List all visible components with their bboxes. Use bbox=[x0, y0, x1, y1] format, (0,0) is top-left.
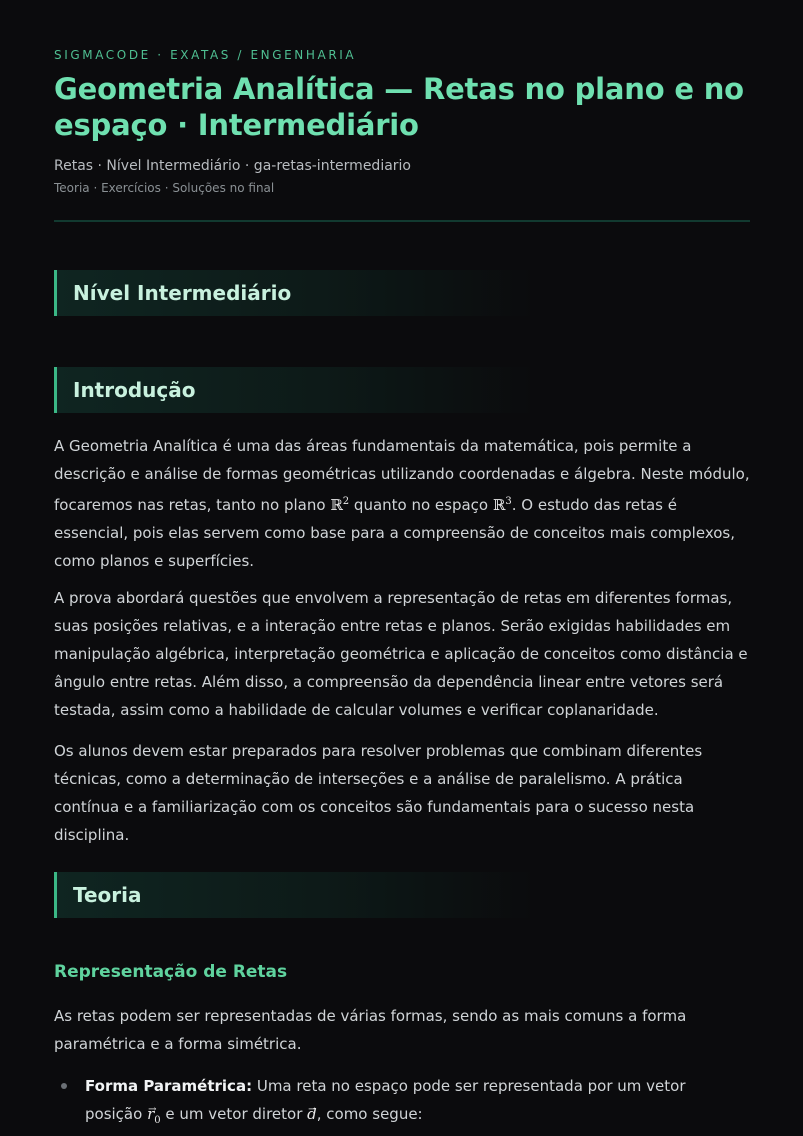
bullet-marker bbox=[61, 1083, 67, 1089]
header-kicker: SIGMACODE · EXATAS / ENGENHARIA bbox=[54, 48, 357, 62]
math-r2 bbox=[330, 496, 349, 514]
teoria-paragraph-1: As retas podem ser representadas de várias formas, sendo as mais comuns a forma paramétrica e a forma simétrica. bbox=[54, 1007, 687, 1053]
math-exponent: 3 bbox=[505, 496, 512, 507]
math-r3 bbox=[493, 496, 512, 514]
section-heading-nivel bbox=[54, 270, 534, 316]
math-subscript: 0 bbox=[154, 1115, 161, 1126]
header-subtitle: Retas · Nível Intermediário · ga-retas-intermediario bbox=[54, 158, 411, 174]
text-run: A Geometria Analítica é uma das áreas fundamentais da matemática, pois permite a descrição e análise de formas geométricas utilizando coordenadas e álgebra. Neste módulo, focaremos nas retas, tanto no plano bbox=[54, 437, 750, 514]
vector-symbol: d bbox=[307, 1105, 317, 1123]
text-run: e um vetor diretor bbox=[160, 1105, 308, 1123]
math-exponent: 2 bbox=[342, 496, 350, 507]
section-heading-introducao bbox=[54, 367, 534, 413]
section-heading-label: Nível Intermediário bbox=[73, 281, 292, 305]
vector-r0 bbox=[147, 1105, 154, 1123]
math-symbol-r: ℝ bbox=[492, 496, 506, 514]
intro-paragraph-3: Os alunos devem estar preparados para resolver problemas que combinam diferentes técnicas, como a determinação de interseções e a análise de paralelismo. A prática contínua e a familiarização com os conceitos são fundamentais para o sucesso nesta disciplina. bbox=[54, 742, 703, 844]
subheading-representacao: Representação de Retas bbox=[54, 962, 288, 982]
bullet-forma-parametrica bbox=[85, 1072, 745, 1135]
bullet-label: Forma Paramétrica: bbox=[85, 1077, 253, 1095]
header-meta: Teoria · Exercícios · Soluções no final bbox=[54, 181, 275, 195]
page-title: Geometria Analítica — Retas no plano e no espaço · Intermediário bbox=[54, 72, 744, 142]
document-header bbox=[54, 48, 750, 222]
vector-symbol: r bbox=[147, 1105, 155, 1123]
intro-paragraph-2: A prova abordará questões que envolvem a representação de retas em diferentes formas, suas posições relativas, e a interação entre retas e planos. Serão exigidas habilidades em manipulação algébrica, interpretação geométrica e aplicação de conceitos como distância e ângulo entre retas. Além disso, a compreensão da dependência linear entre vetores será testada, assim como a habilidade de calcular volumes e verificar coplanaridade. bbox=[54, 589, 748, 719]
intro-paragraph-1 bbox=[54, 432, 752, 575]
section-heading-label: Introdução bbox=[73, 378, 196, 402]
section-heading-teoria bbox=[54, 872, 534, 918]
text-run: , como segue: bbox=[316, 1105, 423, 1123]
section-heading-label: Teoria bbox=[73, 883, 142, 907]
vector-d bbox=[307, 1105, 317, 1123]
text-run: quanto no espaço bbox=[349, 496, 493, 514]
text-run: Uma reta no espaço pode ser representada por um vetor posição bbox=[85, 1077, 686, 1123]
math-symbol-r: ℝ bbox=[330, 496, 343, 514]
text-run: . O estudo das retas é essencial, pois elas servem como base para a compreensão de conceitos mais complexos, como planos e superfícies. bbox=[54, 496, 735, 570]
